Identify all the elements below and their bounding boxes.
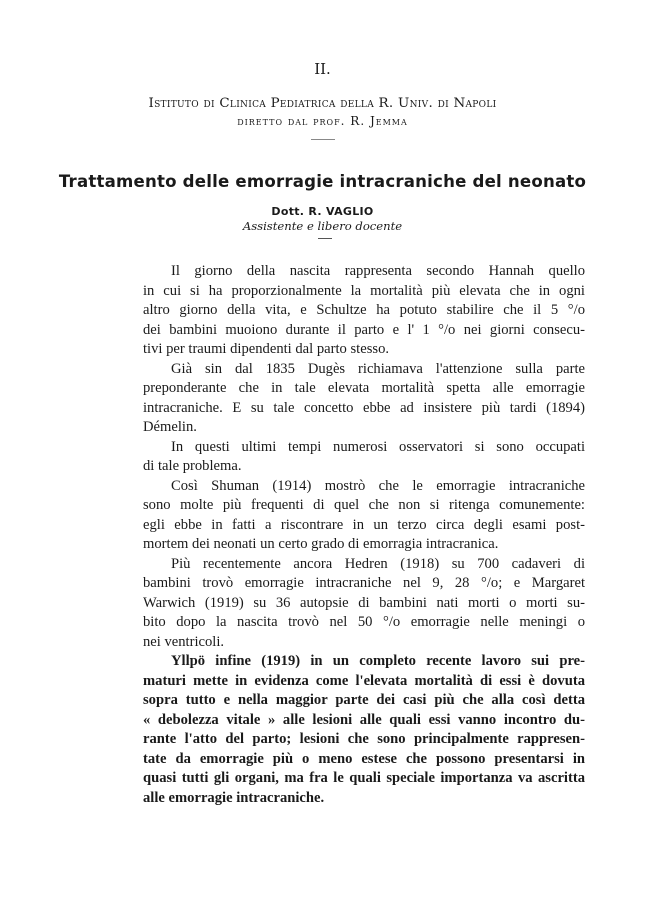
- text-line: « debolezza vitale » alle lesioni alle quali essi vanno incontro du-: [143, 711, 585, 728]
- text-line: maturi mette in evidenza come l'elevata mortalità di essi è dovuta: [143, 672, 585, 689]
- text-line: In questi ultimi tempi numerosi osservatori si sono occupati: [171, 438, 585, 455]
- text-line: Il giorno della nascita rappresenta secondo Hannah quello: [171, 263, 585, 279]
- text-line: Démelin.: [143, 419, 197, 435]
- paragraph: [143, 477, 585, 555]
- paragraph: [143, 360, 585, 438]
- text-line: tate da emorragie più o meno estese che possono presentarsi in: [143, 750, 585, 767]
- paragraph: [143, 652, 585, 808]
- text-line: dei bambini muoiono durante il parto e l' 1 °/o nei giorni consecu-: [143, 321, 585, 338]
- text-line: tivi per traumi dipendenti dal parto stesso.: [143, 341, 390, 357]
- text-line: Così Shuman (1914) mostrò che le emorragie intracraniche: [171, 477, 585, 494]
- text-line: altro giorno della vita, e Schultze ha potuto stabilire che il 5 °/o: [143, 302, 585, 318]
- text-line: egli ebbe in fatti a riscontrare in un terzo circa degli esami post-: [143, 516, 585, 533]
- article-title: Trattamento delle emorragie intracraniche del neonato: [58, 172, 587, 191]
- paragraph: [143, 438, 585, 477]
- author-role: Assistente e libero docente: [242, 219, 403, 233]
- text-line: Più recentemente ancora Hedren (1918) su 700 cadaveri di: [171, 555, 585, 572]
- text-line: rante l'atto del parto; lesioni che sono principalmente rappresen-: [143, 731, 585, 747]
- text-line: di tale problema.: [143, 458, 242, 474]
- text-line: in cui si ha proporzionalmente la mortalità più elevata che in ogni: [143, 282, 585, 299]
- paragraph: [143, 555, 585, 653]
- text-line: preponderante che in tale elevata mortalità spetta alle emorragie: [143, 380, 585, 396]
- text-line: Warwich (1919) su 36 autopsie di bambini nati morti o morti su-: [143, 594, 585, 611]
- chapter-number: II.: [314, 60, 331, 78]
- paragraph: [143, 262, 585, 360]
- title-divider: [318, 238, 332, 239]
- text-line: nei ventricoli.: [143, 633, 225, 650]
- text-line: Yllpö infine (1919) in un completo recente lavoro sui pre-: [171, 653, 585, 669]
- text-line: bito dopo la nascita trovò nel 50 °/o emorragie nelle meningi o: [143, 614, 585, 630]
- text-line: mortem dei neonati un certo grado di emorragia intracranica.: [143, 536, 499, 552]
- text-line: alle emorragie intracraniche.: [143, 789, 325, 806]
- text-line: sono molte più frequenti di quel che non si ritenga comunemente:: [143, 497, 585, 513]
- text-line: intracraniche. E su tale concetto ebbe ad insistere più tardi (1894): [143, 399, 585, 416]
- institute-director: diretto dal prof. R. Jemma: [237, 114, 408, 128]
- article-author: Dott. R. VAGLIO: [271, 205, 374, 218]
- text-line: quasi tutti gli organi, ma fra le quali speciale importanza va ascritta: [143, 770, 585, 786]
- institute-name: Istituto di Clinica Pediatrica della R. Univ. di Napoli: [148, 96, 497, 111]
- text-line: bambini trovò emorragie intracraniche nel 9, 28 °/o; e Margaret: [143, 575, 585, 591]
- text-line: Già sin dal 1835 Dugès richiamava l'attenzione sulla parte: [171, 360, 585, 377]
- text-line: sopra tutto e nella maggior parte dei casi più che alla così detta: [143, 692, 585, 708]
- header-divider: [311, 139, 335, 140]
